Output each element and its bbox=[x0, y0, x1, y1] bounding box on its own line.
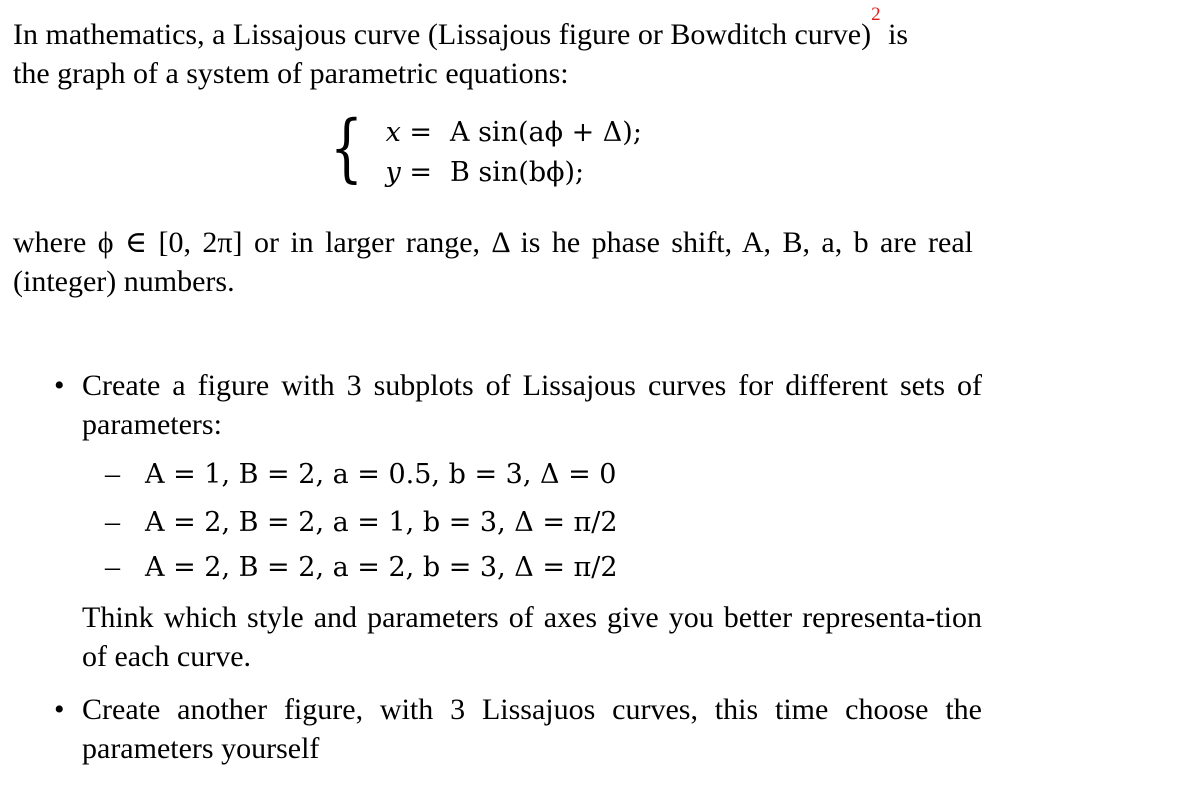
left-brace-icon: { bbox=[330, 105, 363, 191]
second-task-text: Create another figure, with 3 Lissajuos curves, this time choose the parameters yourself bbox=[82, 693, 982, 765]
parameter-set-1 bbox=[105, 455, 616, 494]
equation-row-x bbox=[364, 114, 642, 152]
equation-y-lhs: y = bbox=[385, 157, 432, 188]
intro-paragraph bbox=[13, 4, 973, 93]
footnote-mark[interactable]: 2 bbox=[871, 4, 881, 25]
equation-y-rhs: B sin(bϕ); bbox=[450, 157, 585, 188]
equation-row-y bbox=[364, 154, 584, 192]
dash-icon: – bbox=[105, 505, 120, 538]
bullet-icon: • bbox=[54, 693, 65, 726]
bullet-icon: • bbox=[54, 369, 65, 402]
dash-icon: – bbox=[105, 550, 120, 583]
intro-line1-tail: is bbox=[880, 18, 909, 51]
dash-icon: – bbox=[105, 457, 120, 490]
intro-line2: the graph of a system of parametric equations: bbox=[13, 57, 569, 90]
parameter-set-2-text: A = 2, B = 2, a = 1, b = 3, Δ = π/2 bbox=[145, 507, 618, 538]
equation-x-rhs: A sin(aϕ + Δ); bbox=[450, 117, 642, 148]
parameter-set-2 bbox=[105, 503, 618, 542]
where-paragraph: where ϕ ∈ [0, 2π] or in larger range, Δ is he phase shift, A, B, a, b are real (integer) numbers. bbox=[13, 226, 973, 298]
first-task-text: Create a figure with 3 subplots of Lissajous curves for different sets of parameters: bbox=[82, 369, 982, 441]
parameter-set-3 bbox=[105, 548, 618, 587]
parameter-set-3-text: A = 2, B = 2, a = 2, b = 3, Δ = π/2 bbox=[145, 552, 618, 583]
intro-line1: In mathematics, a Lissajous curve (Lissajous figure or Bowditch curve) bbox=[13, 18, 872, 51]
think-paragraph: Think which style and parameters of axes give you better representa-tion of each curve. bbox=[82, 601, 982, 673]
parametric-equation bbox=[330, 105, 690, 198]
equation-x-lhs: x = bbox=[385, 117, 432, 148]
parameter-set-1-text: A = 1, B = 2, a = 0.5, b = 3, Δ = 0 bbox=[145, 459, 617, 490]
